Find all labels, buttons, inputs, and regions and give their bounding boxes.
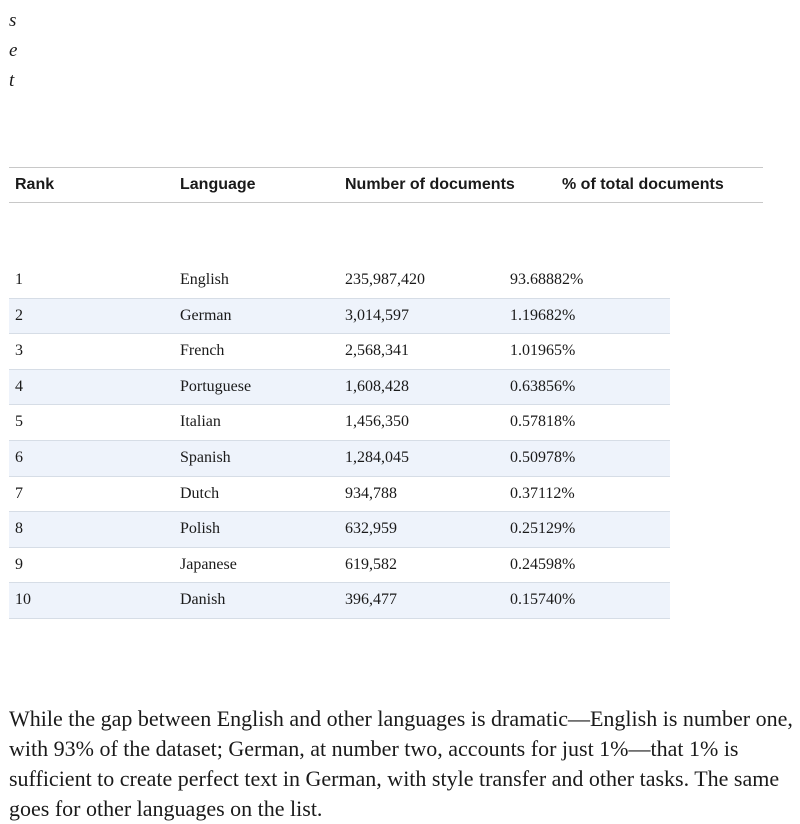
percent-cell: 0.50978% — [510, 448, 576, 466]
rank-cell: 6 — [15, 448, 23, 466]
letter: t — [9, 70, 15, 91]
percent-cell: 1.01965% — [510, 342, 576, 360]
rank-cell: 7 — [15, 484, 23, 502]
language-cell: Italian — [180, 413, 221, 431]
documents-cell: 632,959 — [345, 520, 397, 538]
header-number-of-documents: Number of documents — [345, 176, 515, 193]
table-row — [9, 512, 670, 548]
body-paragraph: While the gap between English and other languages is dramatic—English is number one, with 93% of the dataset; German, at number two, accounts for just 1%—that 1% is sufficient to create perfect text in German, with style transfer and other tasks. The same goes for other languages on the list. — [9, 706, 793, 821]
table-row — [9, 263, 670, 299]
language-cell: Danish — [180, 591, 226, 609]
rank-cell: 8 — [15, 520, 23, 538]
documents-cell: 619,582 — [345, 555, 397, 573]
table-row — [9, 548, 670, 584]
language-cell: English — [180, 271, 229, 288]
language-cell: Japanese — [180, 555, 237, 573]
rank-cell: 4 — [15, 377, 23, 395]
language-cell: Polish — [180, 520, 221, 538]
vertical-word-fragment — [9, 6, 17, 96]
rank-cell: 1 — [15, 271, 23, 288]
header-language: Language — [180, 176, 256, 193]
percent-cell: 0.24598% — [510, 555, 576, 573]
language-cell: Portuguese — [180, 377, 252, 395]
language-cell: Spanish — [180, 448, 231, 466]
table-row — [9, 441, 670, 477]
rank-cell: 9 — [15, 555, 23, 573]
rank-cell: 2 — [15, 306, 23, 324]
letter: e — [9, 40, 18, 61]
percent-cell: 0.57818% — [510, 413, 576, 431]
documents-cell: 235,987,420 — [345, 271, 425, 288]
documents-cell: 396,477 — [345, 591, 397, 609]
table-row — [9, 299, 670, 335]
language-cell: Dutch — [180, 484, 220, 502]
percent-cell: 0.63856% — [510, 377, 576, 395]
percent-cell: 0.37112% — [510, 484, 575, 502]
table-row — [9, 477, 670, 513]
language-cell: German — [180, 306, 232, 324]
language-table — [9, 263, 670, 619]
percent-cell: 0.25129% — [510, 520, 576, 538]
header-percent-of-total: % of total documents — [562, 176, 724, 193]
table-row — [9, 334, 670, 370]
documents-cell: 1,456,350 — [345, 413, 409, 431]
documents-cell: 3,014,597 — [345, 306, 409, 324]
documents-cell: 1,608,428 — [345, 377, 409, 395]
percent-cell: 93.68882% — [510, 271, 584, 288]
rank-cell: 10 — [15, 591, 31, 609]
documents-cell: 934,788 — [345, 484, 397, 502]
table-header — [9, 167, 763, 203]
documents-cell: 1,284,045 — [345, 448, 409, 466]
percent-cell: 0.15740% — [510, 591, 576, 609]
header-rank: Rank — [15, 176, 55, 193]
rank-cell: 5 — [15, 413, 23, 431]
rank-cell: 3 — [15, 342, 23, 360]
percent-cell: 1.19682% — [510, 306, 576, 324]
letter: s — [9, 10, 17, 31]
documents-cell: 2,568,341 — [345, 342, 409, 360]
table-row — [9, 405, 670, 441]
language-cell: French — [180, 342, 225, 360]
table-row — [9, 583, 670, 619]
table-row — [9, 370, 670, 406]
